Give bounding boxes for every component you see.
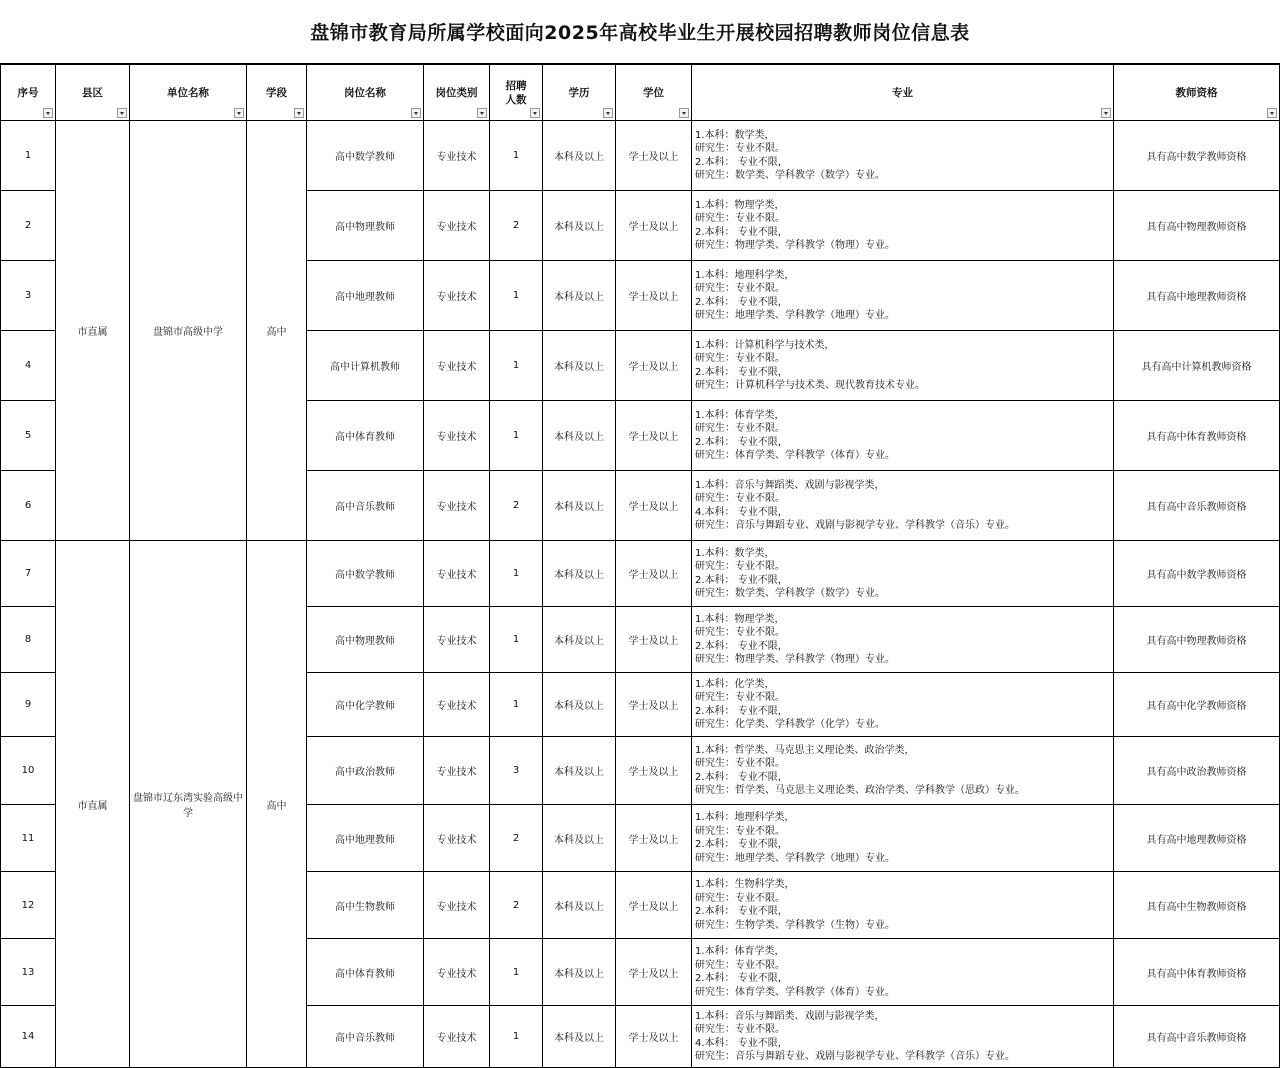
cell-category: 专业技术 (424, 121, 490, 191)
major-line: 4.本科： 专业不限， (695, 506, 788, 518)
cell-position: 高中物理教师 (307, 607, 424, 673)
cell-position: 高中体育教师 (307, 939, 424, 1006)
cell-count: 1 (490, 261, 543, 331)
major-line: 2.本科： 专业不限， (695, 296, 788, 308)
cell-seq: 2 (1, 191, 56, 261)
cell-position: 高中生物教师 (307, 872, 424, 939)
cell-degree: 学士及以上 (616, 1006, 692, 1068)
filter-dropdown-icon[interactable] (530, 108, 540, 118)
cell-category: 专业技术 (424, 805, 490, 872)
major-line: 1.本科：体育学类， (695, 946, 785, 957)
cell-education: 本科及以上 (543, 121, 616, 191)
cell-education: 本科及以上 (543, 541, 616, 607)
header-category: 岗位类别 (424, 65, 490, 121)
title-bar (0, 0, 1280, 64)
major-line: 2.本科： 专业不限， (695, 839, 788, 850)
cell-degree: 学士及以上 (616, 737, 692, 805)
cell-qualification: 具有高中音乐教师资格 (1114, 471, 1280, 541)
cell-count: 1 (490, 401, 543, 471)
major-line: 研究生：体育学类、学科教学（体育）专业。 (695, 986, 895, 998)
cell-education: 本科及以上 (543, 471, 616, 541)
header-stage: 学段 (247, 65, 307, 121)
major-line: 研究生：专业不限。 (695, 423, 785, 434)
major-line: 2.本科： 专业不限， (695, 226, 788, 238)
cell-count: 2 (490, 191, 543, 261)
cell-education: 本科及以上 (543, 805, 616, 872)
cell-degree: 学士及以上 (616, 607, 692, 673)
cell-category: 专业技术 (424, 471, 490, 541)
cell-category: 专业技术 (424, 939, 490, 1006)
header-county: 县区 (56, 65, 130, 121)
cell-education: 本科及以上 (543, 191, 616, 261)
cell-category: 专业技术 (424, 673, 490, 737)
cell-degree: 学士及以上 (616, 121, 692, 191)
cell-seq: 3 (1, 261, 56, 331)
cell-degree: 学士及以上 (616, 872, 692, 939)
major-line: 研究生：专业不限。 (695, 493, 785, 504)
header-unit: 单位名称 (130, 65, 247, 121)
filter-dropdown-icon[interactable] (1267, 108, 1277, 118)
table-row (1, 541, 1280, 607)
major-line: 2.本科： 专业不限， (695, 156, 788, 168)
major-line: 1.本科：化学类， (695, 678, 775, 690)
cell-count: 2 (490, 805, 543, 872)
cell-seq: 14 (1, 1006, 56, 1068)
cell-qualification: 具有高中地理教师资格 (1114, 805, 1280, 872)
page-title: 盘锦市教育局所属学校面向2025年高校毕业生开展校园招聘教师岗位信息表 (310, 22, 970, 44)
cell-degree: 学士及以上 (616, 471, 692, 541)
major-line: 1.本科：地理科学类， (695, 812, 795, 823)
cell-category: 专业技术 (424, 872, 490, 939)
major-line: 4.本科： 专业不限， (695, 1037, 788, 1049)
major-line: 研究生：数学类、学科教学（数学）专业。 (695, 588, 885, 599)
table-row (1, 121, 1280, 191)
cell-stage: 高中 (247, 541, 307, 1068)
major-line: 2.本科： 专业不限， (695, 436, 788, 448)
recruitment-table (0, 64, 1280, 1068)
cell-education: 本科及以上 (543, 737, 616, 805)
cell-major (692, 471, 1114, 541)
major-line: 2.本科： 专业不限， (695, 705, 788, 717)
filter-dropdown-icon[interactable] (294, 108, 304, 118)
cell-education: 本科及以上 (543, 1006, 616, 1068)
cell-major (692, 805, 1114, 872)
cell-major (692, 872, 1114, 939)
cell-education: 本科及以上 (543, 872, 616, 939)
cell-qualification: 具有高中物理教师资格 (1114, 191, 1280, 261)
cell-seq: 13 (1, 939, 56, 1006)
major-line: 1.本科：哲学类、马克思主义理论类、政治学类， (695, 744, 915, 756)
cell-qualification: 具有高中化学教师资格 (1114, 673, 1280, 737)
cell-qualification: 具有高中体育教师资格 (1114, 939, 1280, 1006)
major-line: 1.本科：体育学类， (695, 409, 785, 421)
cell-seq: 10 (1, 737, 56, 805)
cell-seq: 8 (1, 607, 56, 673)
cell-qualification: 具有高中政治教师资格 (1114, 737, 1280, 805)
cell-qualification: 具有高中体育教师资格 (1114, 401, 1280, 471)
cell-seq: 11 (1, 805, 56, 872)
major-line: 研究生：生物学类、学科教学（生物）专业。 (695, 919, 895, 931)
cell-qualification: 具有高中物理教师资格 (1114, 607, 1280, 673)
major-line: 研究生：专业不限。 (695, 353, 785, 364)
cell-major (692, 541, 1114, 607)
cell-qualification: 具有高中生物教师资格 (1114, 872, 1280, 939)
major-line: 1.本科：物理学类， (695, 199, 785, 211)
cell-seq: 1 (1, 121, 56, 191)
filter-dropdown-icon[interactable] (1101, 108, 1111, 118)
cell-position: 高中音乐教师 (307, 471, 424, 541)
cell-seq: 7 (1, 541, 56, 607)
major-line: 2.本科： 专业不限， (695, 973, 788, 984)
cell-county: 市直属 (56, 121, 130, 541)
filter-dropdown-icon[interactable] (679, 108, 689, 118)
cell-education: 本科及以上 (543, 401, 616, 471)
cell-count: 2 (490, 471, 543, 541)
cell-category: 专业技术 (424, 401, 490, 471)
major-line: 研究生：专业不限。 (695, 1024, 785, 1035)
major-line: 研究生：专业不限。 (695, 143, 785, 154)
major-line: 1.本科：数学类， (695, 129, 775, 141)
cell-major (692, 737, 1114, 805)
major-line: 1.本科：计算机科学与技术类， (695, 339, 835, 351)
cell-major (692, 673, 1114, 737)
cell-seq: 12 (1, 872, 56, 939)
major-line: 研究生：哲学类、马克思主义理论类、政治学类、学科教学（思政）专业。 (695, 785, 1025, 796)
cell-qualification: 具有高中计算机教师资格 (1114, 331, 1280, 401)
cell-degree: 学士及以上 (616, 939, 692, 1006)
cell-major (692, 607, 1114, 673)
cell-position: 高中音乐教师 (307, 1006, 424, 1068)
major-line: 1.本科：物理学类， (695, 613, 785, 625)
cell-education: 本科及以上 (543, 607, 616, 673)
cell-degree: 学士及以上 (616, 673, 692, 737)
cell-position: 高中数学教师 (307, 121, 424, 191)
cell-major (692, 1006, 1114, 1068)
cell-unit: 盘锦市高级中学 (130, 121, 247, 541)
major-line: 2.本科： 专业不限， (695, 640, 788, 652)
major-line: 研究生：专业不限。 (695, 283, 785, 294)
cell-qualification: 具有高中地理教师资格 (1114, 261, 1280, 331)
major-line: 研究生：数学类、学科教学（数学）专业。 (695, 170, 885, 181)
major-line: 研究生：专业不限。 (695, 825, 785, 837)
cell-position: 高中数学教师 (307, 541, 424, 607)
cell-position: 高中化学教师 (307, 673, 424, 737)
cell-degree: 学士及以上 (616, 541, 692, 607)
major-line: 2.本科： 专业不限， (695, 366, 788, 378)
cell-category: 专业技术 (424, 1006, 490, 1068)
cell-education: 本科及以上 (543, 261, 616, 331)
filter-dropdown-icon[interactable] (603, 108, 613, 118)
cell-education: 本科及以上 (543, 939, 616, 1006)
major-line: 研究生：物理学类、学科教学（物理）专业。 (695, 654, 895, 665)
cell-seq: 9 (1, 673, 56, 737)
cell-count: 3 (490, 737, 543, 805)
header-row (1, 65, 1280, 121)
header-qualification: 教师资格 (1114, 65, 1280, 121)
filter-dropdown-icon[interactable] (43, 108, 53, 118)
major-line: 研究生：体育学类、学科教学（体育）专业。 (695, 450, 895, 461)
cell-major (692, 401, 1114, 471)
header-major: 专业 (692, 65, 1114, 121)
cell-degree: 学士及以上 (616, 191, 692, 261)
major-line: 研究生：专业不限。 (695, 892, 785, 904)
header-seq: 序号 (1, 65, 56, 121)
cell-count: 1 (490, 939, 543, 1006)
cell-qualification: 具有高中音乐教师资格 (1114, 1006, 1280, 1068)
cell-degree: 学士及以上 (616, 401, 692, 471)
cell-seq: 5 (1, 401, 56, 471)
cell-qualification: 具有高中数学教师资格 (1114, 541, 1280, 607)
cell-education: 本科及以上 (543, 331, 616, 401)
major-line: 1.本科：音乐与舞蹈类、戏剧与影视学类， (695, 1010, 885, 1022)
major-line: 研究生：专业不限。 (695, 692, 785, 703)
cell-position: 高中地理教师 (307, 261, 424, 331)
cell-degree: 学士及以上 (616, 261, 692, 331)
cell-count: 2 (490, 872, 543, 939)
major-line: 1.本科：生物科学类， (695, 879, 795, 890)
filter-dropdown-icon[interactable] (477, 108, 487, 118)
cell-seq: 6 (1, 471, 56, 541)
cell-qualification: 具有高中数学教师资格 (1114, 121, 1280, 191)
major-line: 2.本科： 专业不限， (695, 574, 788, 586)
cell-major (692, 261, 1114, 331)
major-line: 2.本科： 专业不限， (695, 906, 788, 917)
cell-category: 专业技术 (424, 261, 490, 331)
cell-major (692, 331, 1114, 401)
cell-degree: 学士及以上 (616, 805, 692, 872)
cell-count: 1 (490, 1006, 543, 1068)
major-line: 1.本科：音乐与舞蹈类、戏剧与影视学类， (695, 479, 885, 491)
cell-category: 专业技术 (424, 191, 490, 261)
major-line: 研究生：计算机科学与技术类、现代教育技术专业。 (695, 380, 925, 391)
cell-count: 1 (490, 331, 543, 401)
cell-major (692, 121, 1114, 191)
major-line: 研究生：专业不限。 (695, 213, 785, 224)
cell-unit: 盘锦市辽东湾实验高级中学 (130, 541, 247, 1068)
major-line: 研究生：专业不限。 (695, 561, 785, 572)
cell-county: 市直属 (56, 541, 130, 1068)
filter-dropdown-icon[interactable] (117, 108, 127, 118)
major-line: 研究生：专业不限。 (695, 758, 785, 769)
header-count: 招聘 人数 (490, 65, 543, 121)
cell-category: 专业技术 (424, 607, 490, 673)
major-line: 1.本科：数学类， (695, 547, 775, 559)
header-degree: 学位 (616, 65, 692, 121)
cell-education: 本科及以上 (543, 673, 616, 737)
cell-degree: 学士及以上 (616, 331, 692, 401)
major-line: 研究生：音乐与舞蹈专业、戏剧与影视学专业、学科教学（音乐）专业。 (695, 520, 1015, 531)
major-line: 研究生：专业不限。 (695, 959, 785, 971)
cell-position: 高中物理教师 (307, 191, 424, 261)
cell-seq: 4 (1, 331, 56, 401)
header-education: 学历 (543, 65, 616, 121)
major-line: 研究生：地理学类、学科教学（地理）专业。 (695, 852, 895, 864)
cell-count: 1 (490, 541, 543, 607)
major-line: 2.本科： 专业不限， (695, 771, 788, 783)
cell-category: 专业技术 (424, 331, 490, 401)
major-line: 研究生：物理学类、学科教学（物理）专业。 (695, 240, 895, 251)
major-line: 研究生：化学类、学科教学（化学）专业。 (695, 719, 885, 730)
cell-position: 高中计算机教师 (307, 331, 424, 401)
cell-count: 1 (490, 121, 543, 191)
cell-position: 高中政治教师 (307, 737, 424, 805)
header-position: 岗位名称 (307, 65, 424, 121)
major-line: 研究生：专业不限。 (695, 627, 785, 638)
cell-position: 高中体育教师 (307, 401, 424, 471)
cell-count: 1 (490, 673, 543, 737)
cell-major (692, 191, 1114, 261)
filter-dropdown-icon[interactable] (411, 108, 421, 118)
major-line: 1.本科：地理科学类， (695, 269, 795, 281)
major-line: 研究生：地理学类、学科教学（地理）专业。 (695, 310, 895, 321)
major-line: 研究生：音乐与舞蹈专业、戏剧与影视学专业、学科教学（音乐）专业。 (695, 1051, 1015, 1062)
cell-category: 专业技术 (424, 737, 490, 805)
cell-position: 高中地理教师 (307, 805, 424, 872)
cell-category: 专业技术 (424, 541, 490, 607)
cell-stage: 高中 (247, 121, 307, 541)
cell-major (692, 939, 1114, 1006)
filter-dropdown-icon[interactable] (234, 108, 244, 118)
cell-count: 1 (490, 607, 543, 673)
